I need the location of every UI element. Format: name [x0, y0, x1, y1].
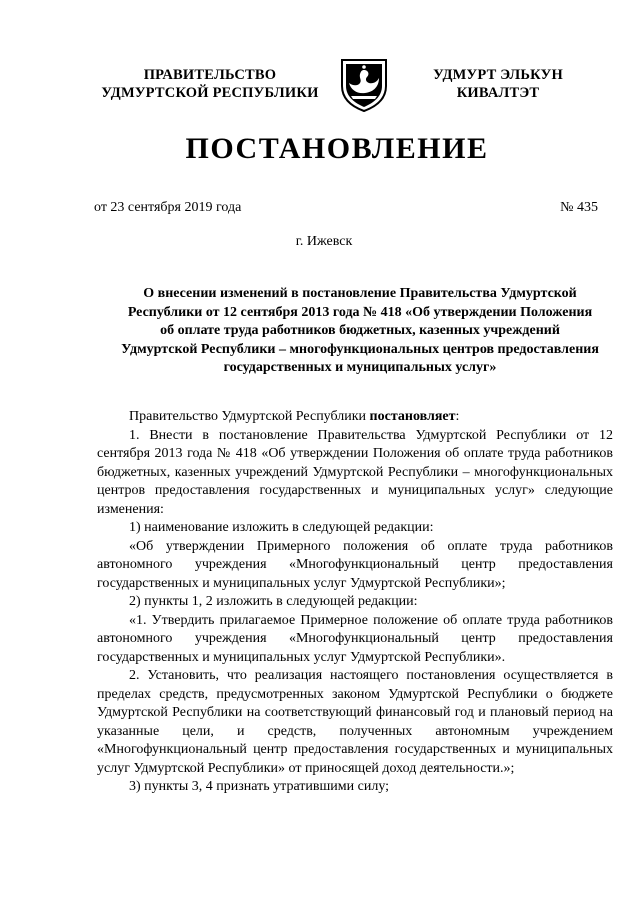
- header-left-line2: УДМУРТСКОЙ РЕСПУБЛИКИ: [101, 85, 319, 101]
- intro-bold: постановляет: [369, 409, 456, 424]
- intro-paragraph: [97, 408, 613, 427]
- subject-line: О внесении изменений в постановление Правительства Удмуртской: [143, 286, 577, 301]
- paragraph-6: 2. Установить, что реализация настоящего постановления осуществляется в пределах средств, предусмотренных законом Удмуртской Республики о бюджете Удмуртской Республики на соответствующий финансовый год и плановый период на указанные цели, и средств, полученных автономным учреждением «Многофункциональный центр предоставления государственных и муниципальных услуг Удмуртской Республики» от приносящей доход деятельности.»;: [97, 668, 613, 776]
- document-body: [97, 408, 613, 797]
- paragraph-5: «1. Утвердить прилагаемое Примерное положение об оплате труда работников автономного учреждения «Многофункциональный центр предоставления государственных и муниципальных услуг Удмуртской Республики».: [97, 612, 613, 665]
- paragraph-2: 1) наименование изложить в следующей редакции:: [129, 520, 434, 535]
- header-left: [90, 66, 330, 102]
- subject-line: Республики от 12 сентября 2013 года № 418 «Об утверждении Положения: [127, 304, 593, 320]
- coat-of-arms-icon: [339, 56, 389, 112]
- subject-line: Удмуртской Республики – многофункциональных центров предоставления: [121, 341, 599, 357]
- document-date: от 23 сентября 2019 года: [94, 200, 242, 215]
- subject-line: государственных и муниципальных услуг»: [223, 360, 497, 375]
- paragraph-1: 1. Внести в постановление Правительства Удмуртской Республики от 12 сентября 2013 года № 418 «Об утверждении Положения об оплате труда работников бюджетных, казенных учреждений Удмуртской Республики – многофункциональных центров предоставления государственных и муниципальных услуг» следующие изменения:: [97, 427, 613, 517]
- header-right-line2: КИВАЛТЭТ: [456, 85, 540, 101]
- header-right: [398, 66, 598, 102]
- header-left-line1: ПРАВИТЕЛЬСТВО: [143, 67, 277, 83]
- document-city: г. Ижевск: [295, 234, 353, 249]
- document-number: № 435: [560, 200, 598, 215]
- document-title: ПОСТАНОВЛЕНИЕ: [185, 132, 489, 165]
- paragraph-4: 2) пункты 1, 2 изложить в следующей редакции:: [129, 594, 418, 609]
- intro-suffix: :: [455, 409, 460, 424]
- intro-prefix: Правительство Удмуртской Республики: [129, 409, 370, 424]
- paragraph-3: «Об утверждении Примерного положения об оплате труда работников автономного учреждения «Многофункциональный центр предоставления государственных и муниципальных услуг Удмуртской Республики»;: [97, 538, 613, 591]
- header-right-line1: УДМУРТ ЭЛЬКУН: [433, 67, 563, 83]
- subject-line: об оплате труда работников бюджетных, казенных учреждений: [160, 323, 560, 338]
- document-subject: [100, 285, 620, 378]
- paragraph-7: 3) пункты 3, 4 признать утратившими силу;: [129, 779, 390, 794]
